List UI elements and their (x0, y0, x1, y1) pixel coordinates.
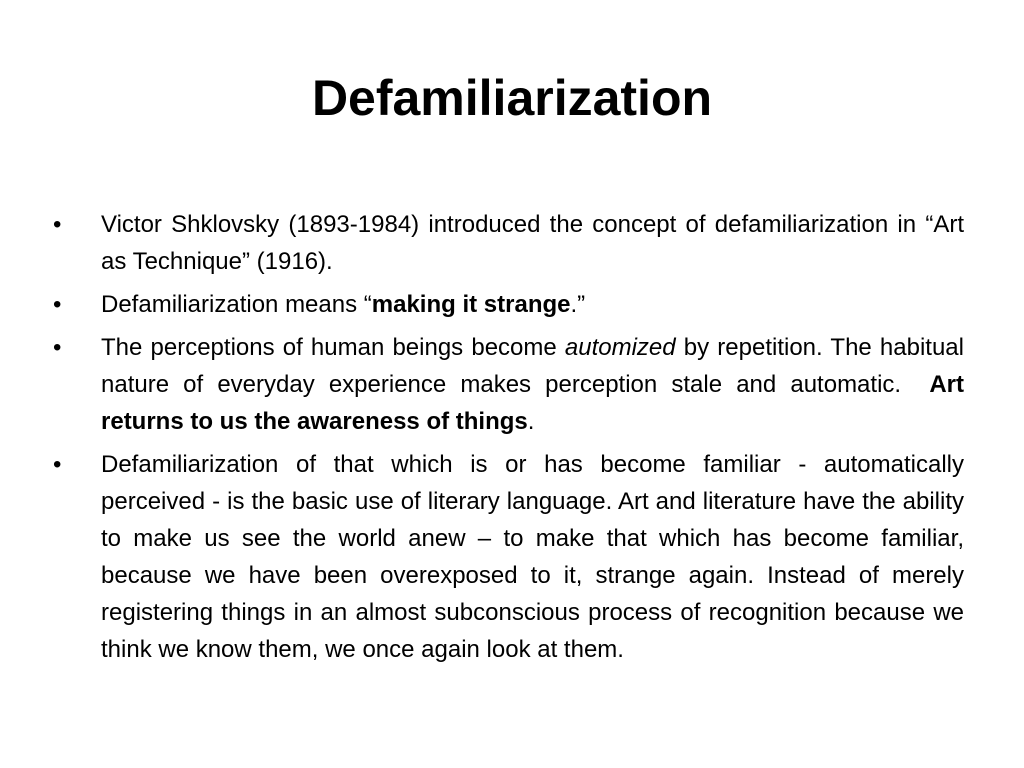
text-segment: .” (570, 291, 586, 318)
bullet-dot-icon: • (53, 291, 62, 318)
bullet-item (52, 206, 964, 280)
bullet-list (52, 206, 971, 674)
bullet-text (101, 291, 585, 318)
text-segment: . (527, 408, 535, 435)
emphasis-italic: automized (564, 334, 676, 361)
emphasis-bold: making it strange (371, 291, 571, 318)
bullet-item (52, 329, 971, 440)
bullet-dot-icon: • (53, 211, 62, 238)
bullet-dot-icon: • (53, 334, 62, 361)
bullet-item (52, 286, 964, 323)
text-segment: by repetition. The habitual nature of everyday experience makes perception stale and automatic. (101, 334, 971, 398)
bullet-text: Victor Shklovsky (1893-1984) introduced the concept of defamiliarization in “Art as Technique” (1916). (101, 211, 964, 275)
bullet-item (52, 446, 964, 668)
text-segment: The perceptions of human beings become (101, 334, 565, 361)
bullet-text (101, 334, 971, 435)
text-segment: Defamiliarization means “ (101, 291, 372, 318)
slide-title: Defamiliarization (311, 70, 713, 126)
bullet-dot-icon: • (53, 451, 62, 478)
emphasis-bold: Art returns to us the awareness of things (101, 371, 964, 435)
bullet-text: Defamiliarization of that which is or has become familiar - automatically perceived - is the basic use of literary language. Art and literature have the ability to make us see the world anew – to make that which has become familiar, because we have been overexposed to it, strange again. Instead of merely registering things in an almost subconscious process of recognition because we think we know them, we once again look at them. (101, 451, 964, 663)
